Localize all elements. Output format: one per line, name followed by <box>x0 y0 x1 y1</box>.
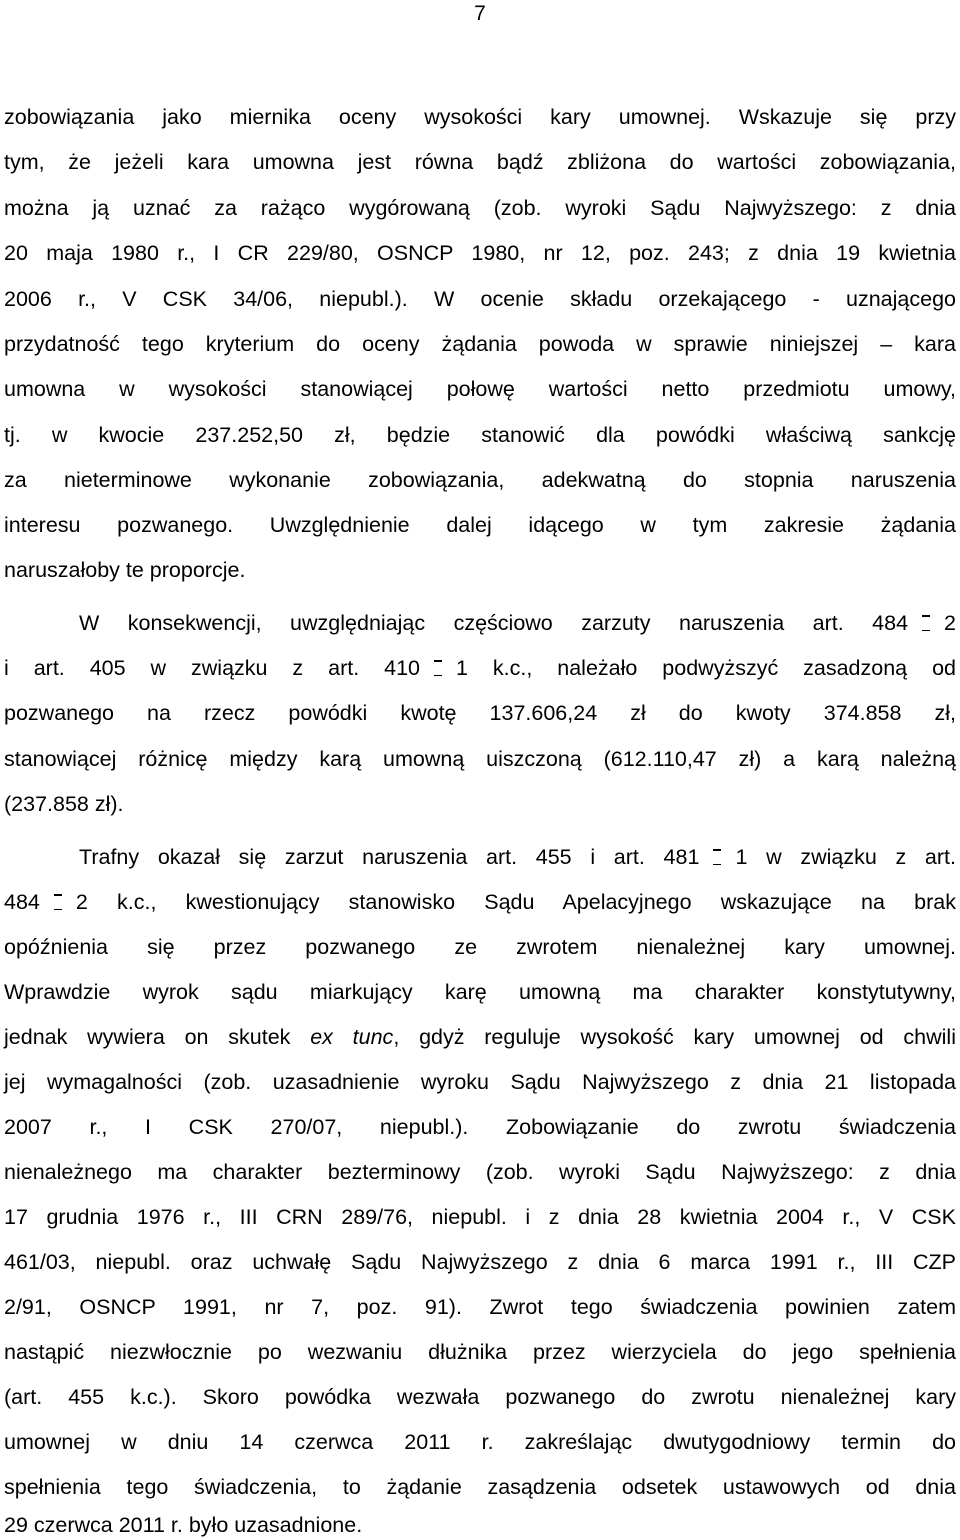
text-line: 29 czerwca 2011 r. było uzasadnione. <box>4 1513 363 1537</box>
text-line <box>4 653 956 683</box>
text-line: stanowiącej różnicę między karą umowną uiszczoną (612.110,47 zł) a karą należną <box>4 747 956 771</box>
text-segment: 2 k.c., kwestionujący stanowisko Sądu Apelacyjnego wskazujące na brak <box>75 890 956 914</box>
text-line: nienależnego ma charakter bezterminowy (zob. wyroki Sądu Najwyższego: z dnia <box>4 1160 956 1184</box>
text-line: pozwanego na rzecz powódki kwotę 137.606,24 zł do kwoty 374.858 zł, <box>4 701 956 725</box>
text-line: umownej w dniu 14 czerwca 2011 r. zakreślając dwutygodniowy termin do <box>4 1430 956 1454</box>
text-line: 2007 r., I CSK 270/07, niepubl.). Zobowiązanie do zwrotu świadczenia <box>4 1115 956 1139</box>
text-line: można ją uznać za rażąco wygórowaną (zob. wyroki Sądu Najwyższego: z dnia <box>4 196 956 220</box>
text-line <box>4 1022 956 1052</box>
text-line: tj. w kwocie 237.252,50 zł, będzie stanowić dla powódki właściwą sankcję <box>4 423 956 447</box>
text-segment: jednak wywiera on skutek <box>4 1025 311 1049</box>
section-sign-icon <box>922 615 930 631</box>
text-segment: , gdyż reguluje wysokość kary umownej od chwili <box>393 1025 956 1049</box>
section-sign-icon <box>434 660 442 676</box>
text-line: 17 grudnia 1976 r., III CRN 289/76, niepubl. i z dnia 28 kwietnia 2004 r., V CSK <box>4 1205 956 1229</box>
text-line: naruszałoby te proporcje. <box>4 558 246 582</box>
text-segment: i art. 405 w związku z art. 410 <box>4 656 420 680</box>
text-line: (art. 455 k.c.). Skoro powódka wezwała pozwanego do zwrotu nienależnej kary <box>4 1385 956 1409</box>
text-line: jej wymagalności (zob. uzasadnienie wyroku Sądu Najwyższego z dnia 21 listopada <box>4 1070 956 1094</box>
text-line: Wprawdzie wyrok sądu miarkujący karę umowną ma charakter konstytutywny, <box>4 980 956 1004</box>
text-line: interesu pozwanego. Uwzględnienie dalej idącego w tym zakresie żądania <box>4 513 956 537</box>
text-segment: 2 <box>944 611 956 635</box>
text-line <box>79 842 956 872</box>
text-line: 2006 r., V CSK 34/06, niepubl.). W ocenie składu orzekającego - uznającego <box>4 287 956 311</box>
latin-term: ex tunc <box>310 1025 394 1049</box>
text-segment: 1 w związku z art. <box>735 845 956 869</box>
text-line: opóźnienia się przez pozwanego ze zwrotem nienależnej kary umownej. <box>4 935 956 959</box>
text-line: przydatność tego kryterium do oceny żądania powoda w sprawie niniejszej – kara <box>4 332 956 356</box>
text-line: za nieterminowe wykonanie zobowiązania, adekwatną do stopnia naruszenia <box>4 468 956 492</box>
section-sign-icon <box>54 894 62 910</box>
text-segment: 1 k.c., należało podwyższyć zasadzoną od <box>456 656 956 680</box>
page-number: 7 <box>474 2 486 25</box>
text-line: zobowiązania jako miernika oceny wysokości kary umownej. Wskazuje się przy <box>4 105 956 129</box>
text-line: tym, że jeżeli kara umowna jest równa bądź zbliżona do wartości zobowiązania, <box>4 150 956 174</box>
text-segment: 484 <box>4 890 40 914</box>
text-line: 461/03, niepubl. oraz uchwałę Sądu Najwyższego z dnia 6 marca 1991 r., III CZP <box>4 1250 956 1274</box>
text-line <box>4 887 956 917</box>
text-line <box>79 608 956 638</box>
text-line: 20 maja 1980 r., I CR 229/80, OSNCP 1980, nr 12, poz. 243; z dnia 19 kwietnia <box>4 241 956 265</box>
text-segment: W konsekwencji, uwzględniając częściowo zarzuty naruszenia art. 484 <box>79 611 909 635</box>
section-sign-icon <box>713 849 721 865</box>
text-line: spełnienia tego świadczenia, to żądanie zasądzenia odsetek ustawowych od dnia <box>4 1475 956 1499</box>
text-line: 2/91, OSNCP 1991, nr 7, poz. 91). Zwrot tego świadczenia powinien zatem <box>4 1295 956 1319</box>
text-line: umowna w wysokości stanowiącej połowę wartości netto przedmiotu umowy, <box>4 377 956 401</box>
text-line: nastąpić niezwłocznie po wezwaniu dłużnika przez wierzyciela do jego spełnienia <box>4 1340 956 1364</box>
text-line: (237.858 zł). <box>4 792 124 816</box>
text-segment: Trafny okazał się zarzut naruszenia art. 455 i art. 481 <box>79 845 700 869</box>
